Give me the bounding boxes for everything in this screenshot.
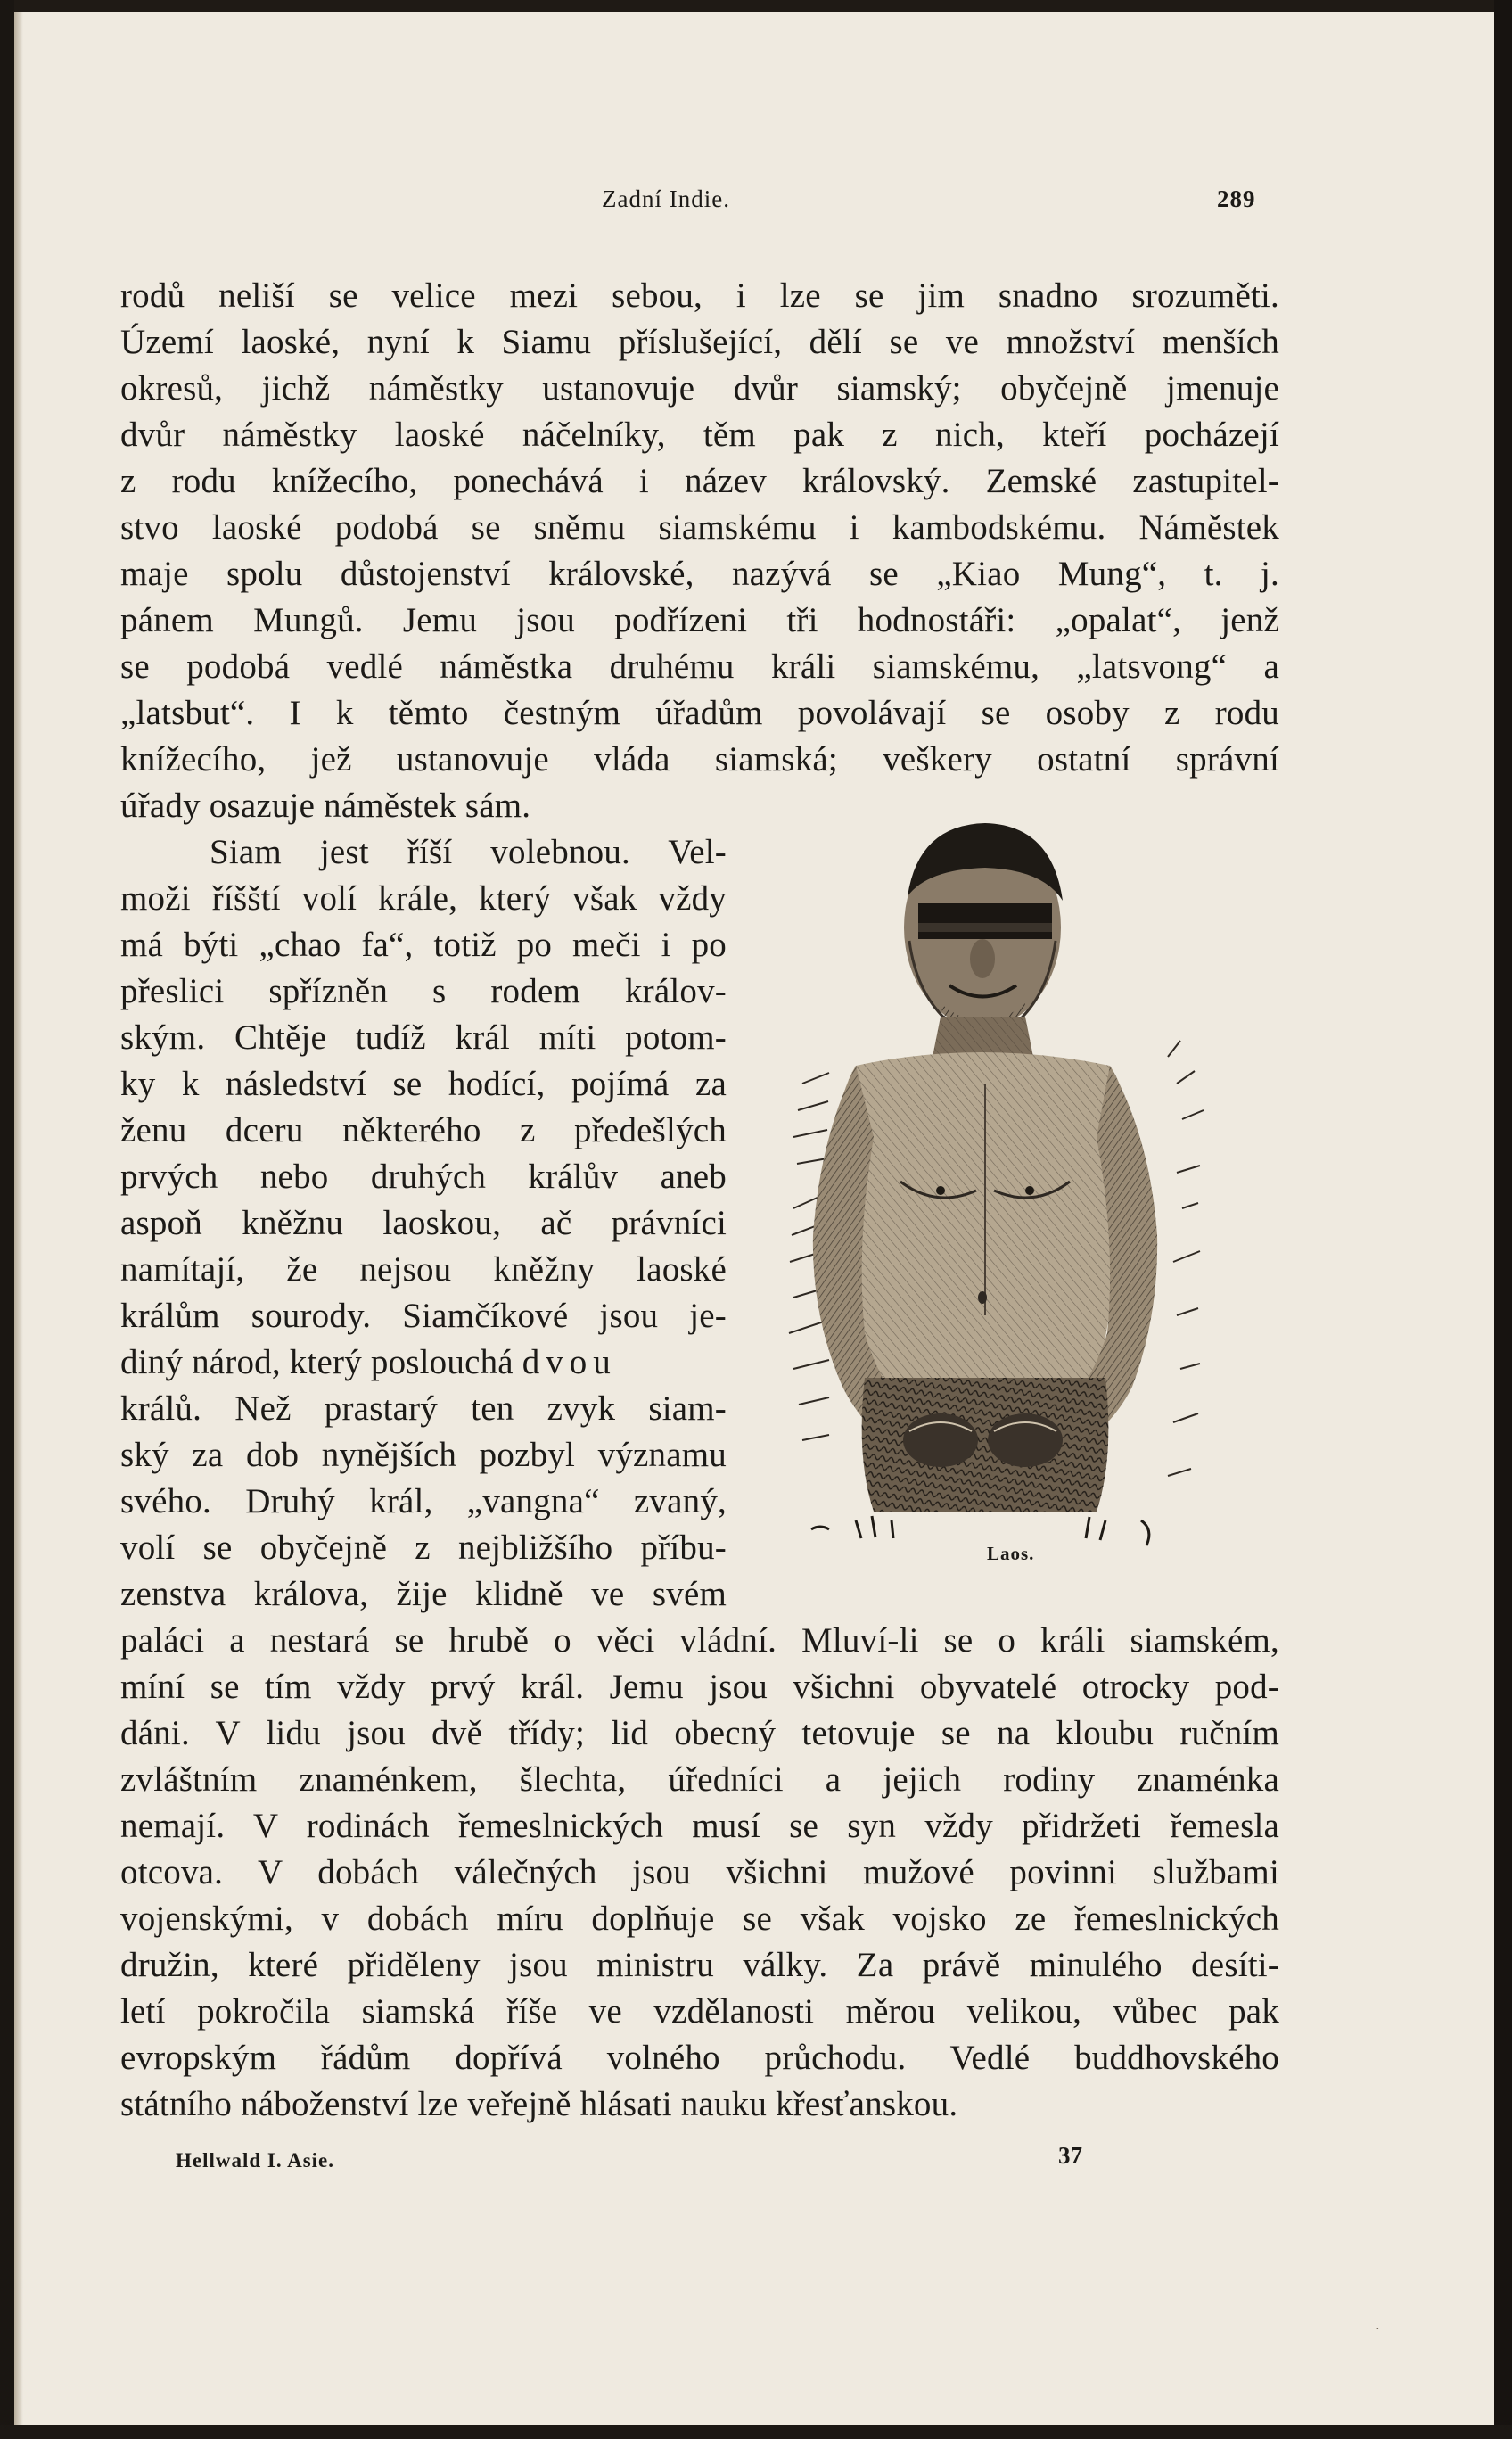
text-line: dvůr náměstky laoské náčelníky, těm pak z nich, kteří pocházejí — [120, 416, 1279, 454]
text-line: „latsbut“. I k těmto čestným úřadům povolávají se osoby z rodu — [120, 694, 1279, 732]
text-line: úřady osazuje náměstek sám. — [120, 787, 531, 825]
spaced-emphasis-word: dvou — [522, 1343, 617, 1381]
text-line: se podobá vedlé náměstka druhému králi siamskému, „latsvong“ a — [120, 647, 1279, 686]
text-line: svého. Druhý král, „vangna“ zvaný, — [120, 1482, 727, 1520]
head-figure — [904, 823, 1063, 1037]
waist-cloth — [862, 1378, 1109, 1512]
text-line: stvo laoské podobá se sněmu siamskému i kambodskému. Náměstek — [120, 508, 1279, 547]
text-line: pánem Mungů. Jemu jsou podřízeni tři hodnostáři: „opalat“, jenž — [120, 601, 1279, 639]
engraving-laos-man — [758, 816, 1239, 1601]
text-line: družin, které přiděleny jsou ministru války. Za právě minulého desíti- — [120, 1946, 1279, 1984]
text-line: moži říšští volí krále, který však vždy — [120, 879, 727, 918]
engraving-illustration — [758, 816, 1239, 1601]
scan-edge-right — [1494, 0, 1512, 2439]
paragraph-1 — [120, 273, 1279, 829]
text-line: z rodu knížecího, ponechává i název královský. Zemské zastupitel- — [120, 462, 1279, 500]
text-line: státního náboženství lze veřejně hlásati nauku křesťanskou. — [120, 2085, 958, 2123]
text-line: ky k následství se hodící, pojímá za — [120, 1065, 727, 1103]
text-line: míní se tím vždy prvý král. Jemu jsou všichni obyvatelé otrocky pod- — [120, 1668, 1279, 1706]
text-line: ženu dceru některého z předešlých — [120, 1111, 727, 1149]
text-line: Siam jest říší volebnou. Vel- — [210, 833, 727, 871]
text-line: maje spolu důstojenství královské, nazývá se „Kiao Mung“, t. j. — [120, 555, 1279, 593]
page-number: 289 — [1217, 185, 1256, 212]
text-line: Území laoské, nyní k Siamu příslušející, dělí se ve množství menších — [120, 323, 1279, 361]
scan-speck: · — [1376, 2323, 1380, 2336]
text-line: vojenskými, v dobách míru doplňuje se však vojsko ze řemeslnických — [120, 1899, 1279, 1938]
text-line: volí se obyčejně z nejbližšího příbu- — [120, 1528, 727, 1567]
text-line: zenstva králova, žije klidně ve svém — [120, 1575, 727, 1613]
text-line: prvých nebo druhých králův aneb — [120, 1158, 727, 1196]
text-line: králů. Než prastarý ten zvyk siam- — [120, 1389, 727, 1428]
text-line: otcova. V dobách válečných jsou všichni mužové povinni službami — [120, 1853, 1279, 1891]
text-line: nemají. V rodinách řemeslnických musí se syn vždy přidržeti řemesla — [120, 1807, 1279, 1845]
sheet-number: 37 — [1058, 2142, 1082, 2169]
scan-edge-bottom — [0, 2425, 1512, 2439]
text-line: dáni. V lidu jsou dvě třídy; lid obecný tetovuje se na kloubu ručním — [120, 1714, 1279, 1752]
page-footer — [0, 2142, 1512, 2178]
running-head — [0, 185, 1512, 221]
text-line: okresů, jichž náměstky ustanovuje dvůr siamský; obyčejně jmenuje — [120, 369, 1279, 408]
text-line: aspoň kněžnu laoskou, ač právníci — [120, 1204, 727, 1242]
text-line: přeslici spřízněn s rodem králov- — [120, 972, 727, 1010]
text-line: ský za dob nynějších pozbyl významu — [120, 1436, 727, 1474]
text-line-with-spaced-word — [120, 1339, 727, 1386]
scan-edge-top — [0, 0, 1512, 12]
text-line: knížecího, jež ustanovuje vláda siamská; veškery ostatní správní — [120, 740, 1279, 779]
text-line: namítají, že nejsou kněžny laoské — [120, 1250, 727, 1289]
ground-strokes — [811, 1516, 1149, 1545]
running-title: Zadní Indie. — [602, 185, 730, 212]
text-line: králům sourody. Siamčíkové jsou je- — [120, 1297, 727, 1335]
text-line: ským. Chtěje tudíž král míti potom- — [120, 1018, 727, 1057]
text-line: paláci a nestará se hrubě o věci vládní. Mluví-li se o králi siamském, — [120, 1621, 1279, 1660]
paragraph-2-continued — [120, 1618, 1279, 2128]
figure-caption: Laos. — [987, 1543, 1035, 1564]
text-line: rodů neliší se velice mezi sebou, i lze se jim snadno srozuměti. — [120, 276, 1279, 315]
text-line: zvláštním znaménkem, šlechta, úředníci a jejich rodiny znaménka — [120, 1760, 1279, 1799]
scan-edge-left — [0, 0, 14, 2439]
torso — [836, 1052, 1130, 1387]
page-gutter-shadow — [14, 12, 23, 2425]
text-line: má býti „chao fa“, totiž po meči i po — [120, 926, 727, 964]
text-line: evropským řádům dopřívá volného průchodu. Vedlé buddhovského — [120, 2039, 1279, 2077]
text-line: letí pokročila siamská říše ve vzdělanosti měrou velikou, vůbec pak — [120, 1992, 1279, 2031]
signature-mark: Hellwald I. Asie. — [176, 2149, 335, 2171]
text-line: diný národ, který poslouchá — [120, 1343, 514, 1381]
